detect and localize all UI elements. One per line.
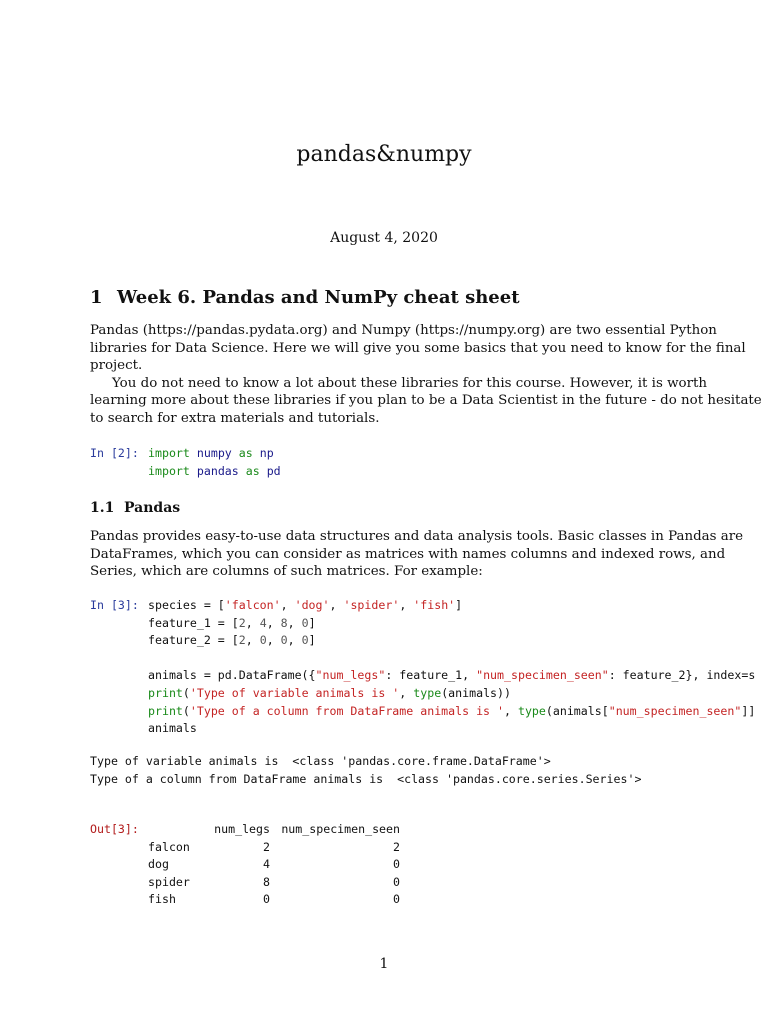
document-title: pandas&numpy (296, 142, 472, 167)
code-token: 4 (259, 615, 267, 630)
code-token: 0 (280, 633, 288, 648)
stdout-line: Type of a column from DataFrame animals is <class 'pandas.core.series.Series'> (90, 771, 642, 786)
code-token: as (245, 463, 260, 478)
code-token: "num_legs" (315, 668, 386, 683)
code-token: type (517, 703, 546, 718)
section-number: 1 (90, 287, 103, 308)
code-token: 'falcon' (224, 598, 281, 612)
code-token: import (148, 446, 190, 460)
code-token: 'Type of variable animals is ' (189, 685, 400, 700)
section-heading (90, 287, 520, 308)
code-token: species = [ (148, 598, 225, 612)
code-token: print (148, 685, 183, 700)
code-token: np (259, 446, 274, 460)
code-token: (animals[ (545, 703, 609, 718)
column-header: num_legs (214, 822, 270, 836)
code-token: pd (266, 463, 281, 478)
paragraph-line: libraries for Data Science. Here we will give you some basics that you need to know for the final (90, 340, 746, 356)
code-token: animals = pd.DataFrame({ (148, 668, 316, 683)
output-prompt: Out[3]: (90, 822, 139, 836)
code-token: : feature_1, (385, 668, 477, 683)
code-token: 0 (259, 633, 267, 648)
code-cell-3-source: species = ['falcon', 'dog', 'spider', 'fish'] feature_1 = [2, 4, 8, 0] feature_2 = [2, 0, 0, 0] animals = pd.DataFrame({"num_legs": feature_1, "num_specimen_seen": feature_2}, index=s print('Type of variable animals is ', type(animals)) print('Type of a column from DataFrame animals is ', type(animals["num_specimen_seen"]] animals (148, 598, 756, 736)
code-token: feature_2 = [ (148, 633, 239, 648)
table-row (148, 839, 400, 857)
code-token: : feature_2}, index=s (608, 668, 756, 683)
code-token: 'Type of a column from DataFrame animals is ' (189, 703, 504, 718)
code-token: "num_specimen_seen" (608, 703, 742, 718)
code-token: import (148, 463, 190, 478)
code-token: (animals)) (441, 685, 511, 700)
paragraph-line: DataFrames, which you can consider as matrices with names columns and indexed rows, and (90, 546, 726, 562)
intro-paragraph (90, 322, 762, 428)
subsection-number: 1.1 (90, 500, 115, 516)
code-token: numpy (196, 446, 232, 460)
code-token: , (399, 685, 414, 700)
document-date: August 4, 2020 (330, 230, 438, 246)
section-title: Week 6. Pandas and NumPy cheat sheet (117, 287, 520, 308)
paragraph-line: learning more about these libraries if you plan to be a Data Scientist in the future - do not hesitate (90, 393, 762, 409)
table-cell: 0 (393, 892, 400, 907)
code-token: ]] (741, 703, 756, 718)
pandas-paragraph (90, 528, 744, 581)
row-index: spider (148, 874, 190, 889)
paragraph-line: Pandas (https://pandas.pydata.org) and Numpy (https://numpy.org) are two essential Python (90, 323, 717, 338)
code-token: feature_1 = [ (148, 615, 239, 630)
code-token: 2 (238, 633, 246, 648)
subsection-heading (90, 500, 180, 516)
code-token: print (148, 703, 183, 718)
table-row (148, 891, 400, 909)
code-token: animals (148, 721, 197, 736)
column-header: num_specimen_seen (281, 822, 400, 836)
table-header-row (148, 821, 400, 839)
table-cell: 2 (263, 839, 270, 854)
table-cell: 0 (393, 857, 400, 872)
paragraph-line: project. (90, 358, 143, 374)
table-row (148, 874, 400, 892)
output-prompt-wrap (90, 821, 139, 839)
code-token: as (238, 446, 253, 460)
table-cell: 0 (393, 874, 400, 889)
row-index: falcon (148, 839, 190, 854)
table-cell: 2 (393, 839, 400, 854)
code-token: 2 (238, 615, 246, 630)
code-token: 'spider' (343, 598, 400, 612)
table-row (148, 856, 400, 874)
code-token: type (413, 685, 442, 700)
table-cell: 4 (263, 857, 270, 872)
code-token: "num_specimen_seen" (476, 668, 609, 683)
stdout-output (90, 753, 641, 788)
code-token: , (504, 703, 518, 718)
paragraph-line: Series, which are columns of such matrices. For example: (90, 564, 483, 580)
subsection-title: Pandas (124, 500, 181, 516)
stdout-line: Type of variable animals is <class 'pandas.core.frame.DataFrame'> (90, 754, 551, 768)
code-cell-2-source (148, 445, 281, 480)
code-token: 'fish' (413, 598, 456, 612)
code-cell-2 (90, 445, 139, 480)
paragraph-line: Pandas provides easy-to-use data structures and data analysis tools. Basic classes in Pandas are (90, 529, 744, 544)
code-token: 8 (280, 615, 288, 630)
code-cell-3 (90, 597, 139, 615)
code-token: 0 (301, 633, 309, 648)
input-prompt: In [2]: (90, 446, 139, 460)
table-cell: 0 (263, 892, 270, 907)
paragraph-line: You do not need to know a lot about these libraries for this course. However, it is worth (112, 375, 707, 391)
table-cell: 8 (263, 874, 270, 889)
input-prompt: In [3]: (90, 598, 139, 612)
row-index: fish (148, 892, 176, 907)
dataframe-table (148, 821, 400, 909)
paragraph-line: to search for extra materials and tutorials. (90, 410, 380, 426)
row-index: dog (148, 857, 169, 872)
code-token: 'dog' (294, 598, 330, 612)
code-token: pandas (196, 463, 239, 478)
code-token: 0 (301, 615, 309, 630)
page-number: 1 (379, 956, 389, 972)
